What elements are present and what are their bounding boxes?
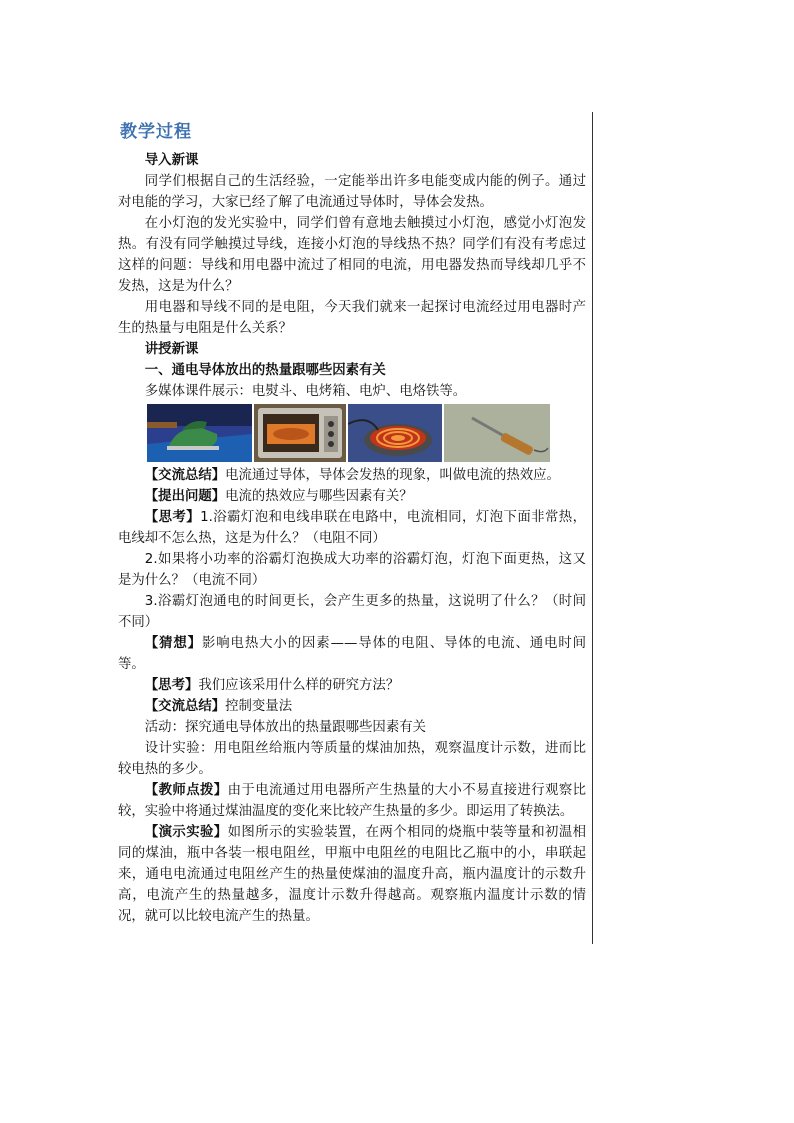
think-1-q3: 3.浴霸灯泡通电的时间更长，会产生更多的热量，这说明了什么？（时间不同） <box>118 594 586 630</box>
intro-paragraph-1: 同学们根据自己的生活经验，一定能举出许多电能变成内能的例子。通过对电能的学习，大家已经了解了电流通过导体时，导体会发热。 <box>118 174 586 210</box>
electric-iron-image <box>147 404 252 462</box>
design-line: 设计实验：用电阻丝给瓶内等质量的煤油加热，观察温度计示数，进而比较电热的多少。 <box>118 741 586 777</box>
document-body <box>118 122 586 927</box>
electric-oven-image <box>254 404 346 462</box>
section1-heading: 一、通电导体放出的热量跟哪些因素有关 <box>144 363 386 378</box>
guess <box>118 633 586 675</box>
teacher-text: 由于电流通过用电器所产生热量的大小不易直接进行观察比较，实验中将通过煤油温度的变化来比较产生热量的多少。即运用了转换法。 <box>118 783 587 819</box>
think-2-text: 我们应该采用什么样的研究方法？ <box>198 678 400 693</box>
summary-2 <box>118 696 586 717</box>
think-1 <box>118 507 586 549</box>
think-1-tag: 【思考】 <box>144 510 201 525</box>
page-title: 教学过程 <box>120 122 192 142</box>
appliance-image-row <box>147 404 586 462</box>
table-border-line <box>592 112 593 944</box>
summary-1-tag: 【交流总结】 <box>144 468 226 483</box>
guess-text: 影响电热大小的因素——导体的电阻、导体的电流、通电时间等。 <box>118 636 587 672</box>
think-2 <box>118 675 586 696</box>
electric-stove-image <box>348 404 442 462</box>
soldering-iron-image <box>444 404 550 462</box>
guess-tag: 【猜想】 <box>144 636 202 651</box>
teacher-tip <box>118 780 586 822</box>
question-tag: 【提出问题】 <box>144 489 226 504</box>
question <box>118 486 586 507</box>
think-2-tag: 【思考】 <box>144 678 199 693</box>
activity-line: 活动：探究通电导体放出的热量跟哪些因素有关 <box>144 720 426 735</box>
demo-tag: 【演示实验】 <box>144 825 228 840</box>
summary-2-tag: 【交流总结】 <box>144 699 226 714</box>
question-text: 电流的热效应与哪些因素有关？ <box>225 489 413 504</box>
demo-text: 如图所示的实验装置，在两个相同的烧瓶中装等量和初温相同的煤油，瓶中各装一根电阻丝，甲瓶中电阻丝的电阻比乙瓶中的小，串联起来，通电电流通过电阻丝产生的热量使煤油的温度升高，瓶内温度计的示数升高，电流产生的热量越多，温度计示数升得越高。观察瓶内温度计示数的情况，就可以比较电流产生的热量。 <box>118 825 587 924</box>
media-line: 多媒体课件展示：电熨斗、电烤箱、电炉、电烙铁等。 <box>144 384 467 399</box>
intro-paragraph-3: 用电器和导线不同的是电阻，今天我们就来一起探讨电流经过用电器时产生的热量与电阻是什么关系？ <box>118 300 586 336</box>
demo-experiment <box>118 822 586 927</box>
teacher-tag: 【教师点拨】 <box>144 783 228 798</box>
summary-2-text: 控制变量法 <box>225 699 293 714</box>
intro-paragraph-2: 在小灯泡的发光实验中，同学们曾有意地去触摸过小灯泡，感觉小灯泡发热。有没有同学触摸过导线，连接小灯泡的导线热不热？同学们有没有考虑过这样的问题：导线和用电器中流过了相同的电流，用电器发热而导线却几乎不发热，这是为什么？ <box>118 216 586 294</box>
new-lesson-heading: 讲授新课 <box>144 342 199 357</box>
think-1-q2: 2.如果将小功率的浴霸灯泡换成大功率的浴霸灯泡，灯泡下面更热，这又是为什么？（电流不同） <box>118 552 586 588</box>
summary-1 <box>118 465 586 486</box>
intro-heading: 导入新课 <box>144 153 199 168</box>
summary-1-text: 电流通过导体，导体会发热的现象，叫做电流的热效应。 <box>225 468 560 483</box>
think-1-q1: 1.浴霸灯泡和电线串联在电路中，电流相同，灯泡下面非常热，电线却不怎么热，这是为什么？（电阻不同） <box>118 510 586 546</box>
